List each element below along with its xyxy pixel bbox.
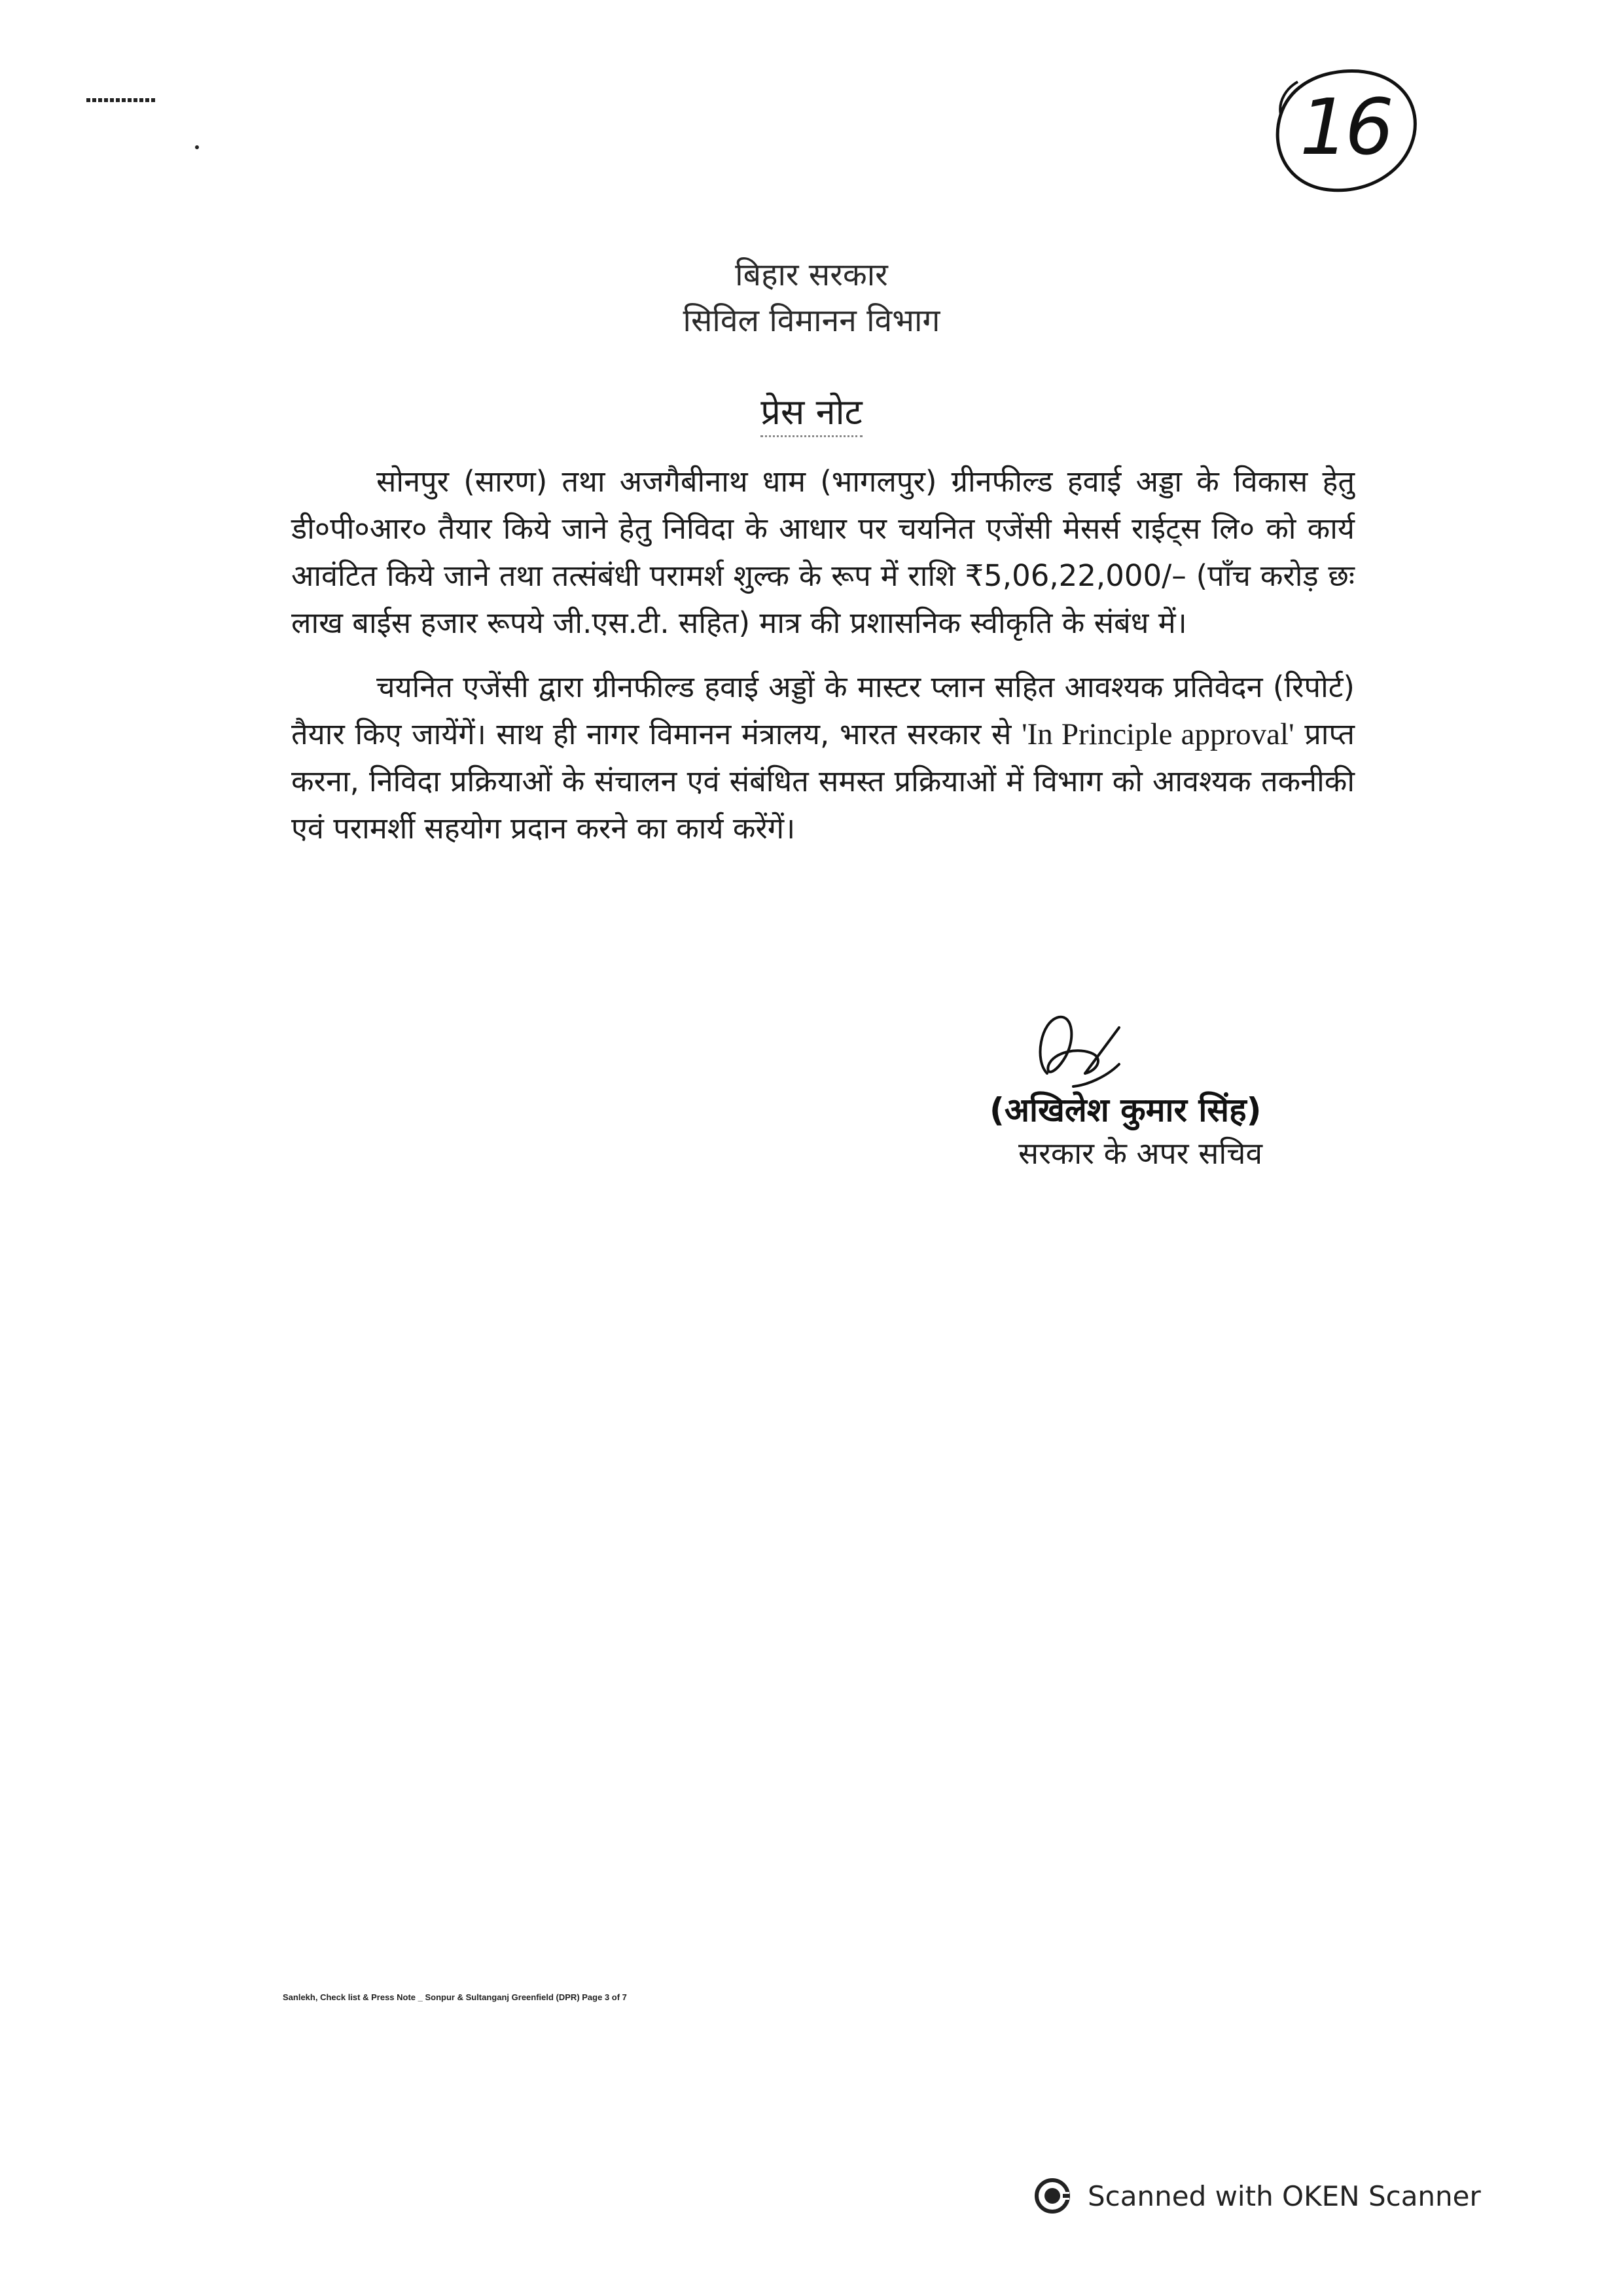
signature-block (975, 1008, 1368, 1204)
department-name: सिविल विमानन विभाग (683, 302, 940, 339)
document-body (291, 458, 1355, 869)
paragraph-2-part-2: प्राप्त करना, निविदा प्रक्रियाओं के संचालन एवं संबंधित समस्त प्रक्रियाओं में विभाग को आवश्यक तकनीकी एवं परामर्शी सहयोग प्रदान करने का कार्य करेंगें। (291, 717, 1355, 846)
government-name: बिहार सरकार (735, 257, 888, 293)
paragraph-2-part-1: चयनित एजेंसी द्वारा ग्रीनफील्ड हवाई अड्डों के मास्टर प्लान सहित आवश्यक प्रतिवेदन (रिपोर्ट) तैयार किए जायेंगें। साथ ही नागर विमानन मंत्रालय, भारत सरकार से (291, 670, 1355, 751)
signatory-designation: सरकार के अपर सचिव (1018, 1136, 1263, 1171)
letterhead (0, 252, 1623, 344)
scanner-label: Scanned with OKEN Scanner (1088, 2179, 1481, 2212)
oken-scanner-icon (1034, 2178, 1071, 2214)
paragraph-2 (291, 664, 1355, 852)
scan-speck (86, 98, 157, 102)
file-footer-note: Sanlekh, Check list & Press Note _ Sonpur & Sultanganj Greenfield (DPR) Page 3 of 7 (283, 1992, 627, 2002)
signatory-name: (अखिलेश कुमार सिंह) (990, 1091, 1262, 1129)
document-title-text: प्रेस नोट (760, 391, 863, 437)
paragraph-1: सोनपुर (सारण) तथा अजगैबीनाथ धाम (भागलपुर) ग्रीनफील्ड हवाई अड्डा के विकास हेतु डी०पी०आर० तैयार किये जाने हेतु निविदा के आधार पर चयनित एजेंसी मेसर्स राईट्स लि० को कार्य आवंटित किये जाने तथा तत्संबंधी परामर्श शुल्क के रूप में राशि ₹5,06,22,000/– (पाँच करोड़ छः लाख बाईस हजार रूपये जी.एस.टी. सहित) मात्र की प्रशासनिक स्वीकृति के संबंध में। (291, 464, 1355, 640)
page-number-stamp (1266, 62, 1423, 200)
document-title (0, 386, 1623, 435)
paragraph-2-latin: 'In Principle approval' (1022, 717, 1294, 751)
page-number: 16 (1299, 82, 1391, 172)
scan-speck (195, 145, 199, 149)
scanner-watermark (1034, 2176, 1481, 2215)
